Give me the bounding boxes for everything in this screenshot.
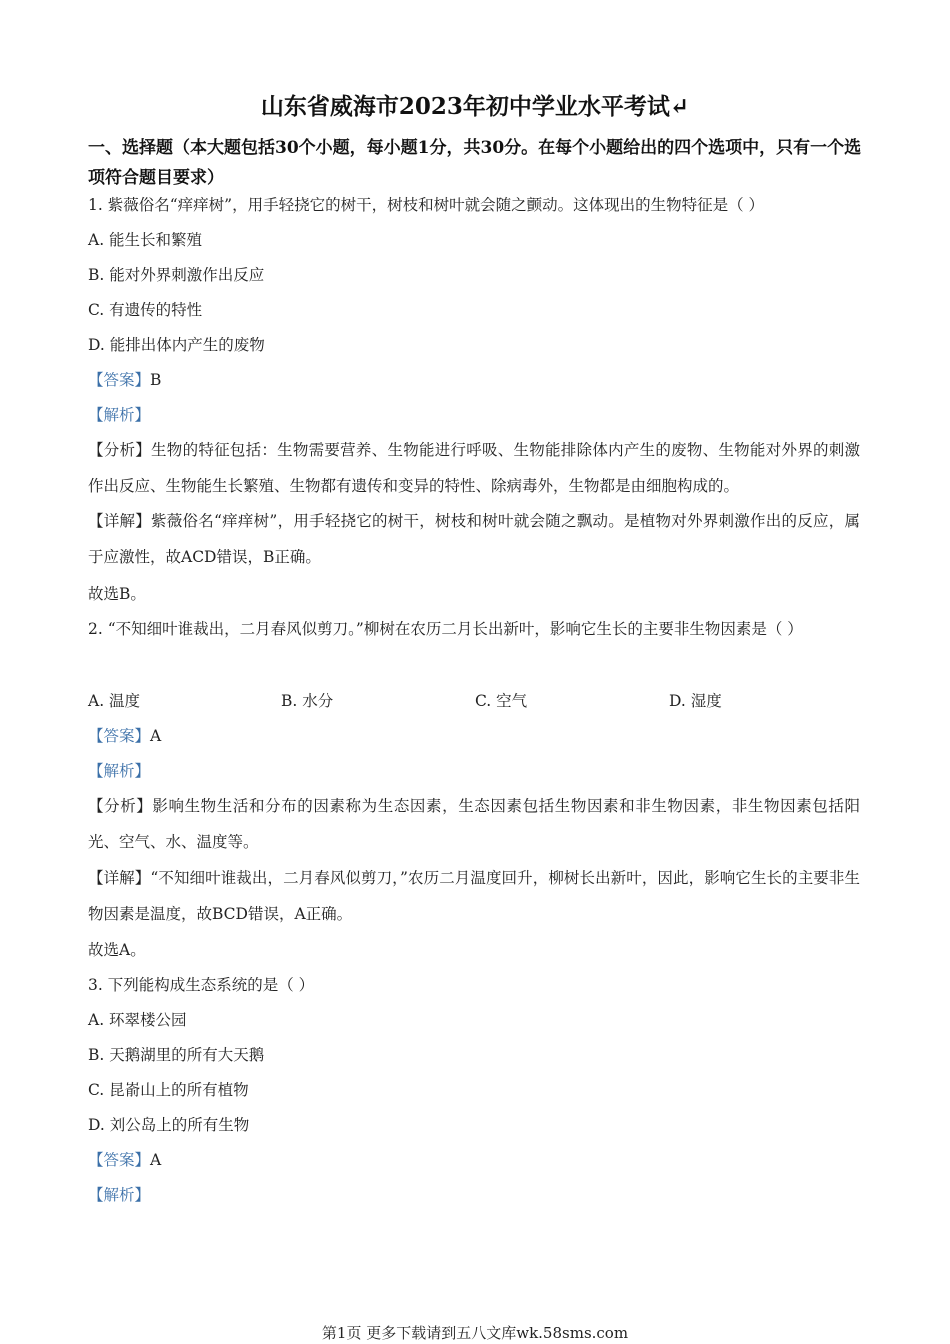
answer-tag: 【答案】 xyxy=(88,371,151,389)
question-1-answer xyxy=(88,369,161,391)
question-2-answer xyxy=(88,725,161,747)
detail-tag: 【详解】 xyxy=(88,512,151,530)
jiexi-tag: 【解析】 xyxy=(88,406,151,424)
question-3-stem: 3. 下列能构成生态系统的是（ ） xyxy=(88,976,315,994)
answer-tag: 【答案】 xyxy=(88,1151,151,1169)
question-1-stem: 1. 紫薇俗名“痒痒树”，用手轻挠它的树干，树枝和树叶就会随之颤动。这体现出的生物特征是（ ） xyxy=(88,196,764,214)
question-1-option-a: A. 能生长和繁殖 xyxy=(88,231,203,249)
jiexi-tag: 【解析】 xyxy=(88,762,151,780)
question-2-jiexi xyxy=(88,760,150,782)
question-3-option-b: B. 天鹅湖里的所有大天鹅 xyxy=(88,1046,265,1064)
document-title: 山东省威海市2023年初中学业水平考试↵ xyxy=(260,93,690,120)
question-1-option-c: C. 有遗传的特性 xyxy=(88,301,203,319)
question-1-detail-text: 紫薇俗名“痒痒树”，用手轻挠它的树干，树枝和树叶就会随之飘动。是植物对外界刺激作出的反应，属于应激性，故ACD错误，B正确。 xyxy=(88,512,860,566)
question-2-answer-value: A xyxy=(150,727,162,745)
question-3-answer-value: A xyxy=(150,1151,162,1169)
analysis-tag: 【分析】 xyxy=(88,797,153,815)
question-1-jiexi xyxy=(88,404,150,426)
page-footer: 第1页 更多下载请到五八文库wk.58sms.com xyxy=(321,1324,629,1342)
question-2-stem: 2. “不知细叶谁裁出，二月春风似剪刀。”柳树在农历二月长出新叶，影响它生长的主要非生物因素是（ ） xyxy=(88,620,803,638)
question-2-option-c: C. 空气 xyxy=(475,692,528,710)
question-3-jiexi xyxy=(88,1184,150,1206)
question-1-analysis-text: 生物的特征包括：生物需要营养、生物能进行呼吸、生物能排除体内产生的废物、生物能对外界的刺激作出反应、生物能生长繁殖、生物都有遗传和变异的特性、除病毒外，生物都是由细胞构成的。 xyxy=(88,441,860,495)
question-2-detail xyxy=(88,860,860,932)
question-2-option-b: B. 水分 xyxy=(281,692,334,710)
question-1-option-b: B. 能对外界刺激作出反应 xyxy=(88,266,265,284)
question-3-option-d: D. 刘公岛上的所有生物 xyxy=(88,1116,250,1134)
question-3-option-c: C. 昆嵛山上的所有植物 xyxy=(88,1081,249,1099)
question-2-analysis xyxy=(88,788,860,860)
question-1-option-d: D. 能排出体内产生的废物 xyxy=(88,336,265,354)
analysis-tag: 【分析】 xyxy=(88,441,152,459)
section-heading: 一、选择题（本大题包括30个小题，每小题1分，共30分。在每个小题给出的四个选项中，只有一个选项符合题目要求） xyxy=(88,138,862,188)
question-2-detail-text: “不知细叶谁裁出，二月春风似剪刀，”农历二月温度回升，柳树长出新叶，因此，影响它生长的主要非生物因素是温度，故BCD错误，A正确。 xyxy=(88,869,860,923)
question-3-option-a: A. 环翠楼公园 xyxy=(88,1011,187,1029)
question-1-answer-value: B xyxy=(150,371,162,389)
answer-tag: 【答案】 xyxy=(88,727,151,745)
question-3-answer xyxy=(88,1149,161,1171)
question-2-option-a: A. 温度 xyxy=(88,692,141,710)
question-2-option-d: D. 湿度 xyxy=(669,692,722,710)
question-2-analysis-text: 影响生物生活和分布的因素称为生态因素，生态因素包括生物因素和非生物因素，非生物因素包括阳光、空气、水、温度等。 xyxy=(88,797,860,851)
question-1-analysis xyxy=(88,432,860,504)
detail-tag: 【详解】 xyxy=(88,869,151,887)
jiexi-tag: 【解析】 xyxy=(88,1186,151,1204)
question-1-conclusion: 故选B。 xyxy=(88,585,146,603)
question-2-conclusion: 故选A。 xyxy=(88,941,146,959)
question-1-detail xyxy=(88,503,860,575)
